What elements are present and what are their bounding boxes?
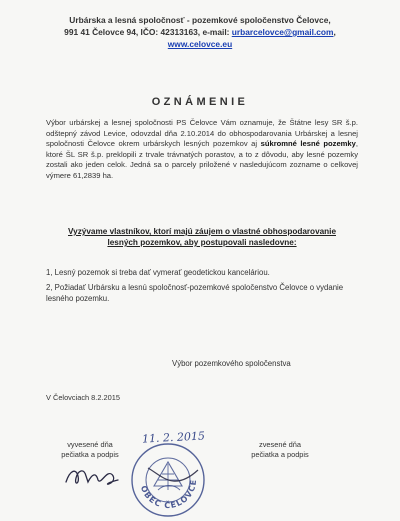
document-title: OZNÁMENIE bbox=[151, 96, 249, 108]
website-link[interactable]: www.celovce.eu bbox=[167, 39, 233, 49]
header-line2-end: , bbox=[333, 27, 336, 37]
call-line2: lesných pozemkov, aby postupovali nasledovne: bbox=[107, 238, 297, 247]
posted-line2: pečiatka a podpis bbox=[61, 450, 119, 459]
paragraph-bold: súkromné lesné pozemky bbox=[260, 139, 356, 149]
email-link[interactable]: urbarcelovce@gmail.com bbox=[231, 27, 334, 37]
official-stamp bbox=[128, 440, 208, 520]
svg-text:OBEC ČELOVCE bbox=[139, 478, 198, 510]
paragraph-part1: Výbor urbárskej a lesnej spoločnosti PS Čelovce Vám oznamuje, že Štátne lesy SR š.p. odštepný závod Levice, odovzdal dňa 2.10.2014 do obhospodarovania Urbárskej a lesnej spoločnosti Čelovce okrem urbárskych lesných pozemkov aj bbox=[46, 118, 358, 149]
header-line1: Urbárska a lesná spoločnosť - pozemkové spoločenstvo Čelovce, bbox=[69, 15, 331, 25]
call-to-owners bbox=[46, 226, 358, 248]
removed-line1: zvesené dňa bbox=[259, 440, 301, 449]
removed-line2: pečiatka a podpis bbox=[251, 450, 309, 459]
handwritten-signature bbox=[62, 462, 122, 490]
list-item: 1, Lesný pozemok si treba dať vymerať geodetickou kanceláriou. bbox=[46, 268, 270, 277]
signature-line: Výbor pozemkového spoločenstva bbox=[172, 359, 291, 368]
removed-label bbox=[240, 440, 320, 460]
handwritten-date: 11. 2. 2015 bbox=[141, 429, 206, 446]
stamp-text: OBEC ČELOVCE bbox=[138, 478, 199, 511]
call-line1: Vyzývame vlastníkov, ktorí majú záujem o vlastné obhospodarovanie bbox=[68, 227, 336, 236]
list-item: 2, Požiadať Urbársku a lesnú spoločnosť-pozemkové spoločenstvo Čelovce o vydanie lesného pozemku. bbox=[46, 283, 344, 303]
posted-line1: vyvesené dňa bbox=[67, 440, 113, 449]
announcement-paragraph bbox=[46, 118, 358, 182]
posted-label bbox=[50, 440, 130, 460]
place-date: V Čelovciach 8.2.2015 bbox=[46, 393, 120, 402]
header-organization bbox=[40, 14, 360, 50]
header-line2: 991 41 Čelovce 94, IČO: 42313163, e-mail: bbox=[64, 27, 232, 37]
paragraph-part2: , ktoré ŠL SR š.p. preklopili z trvale trávnatých porastov, a to z dôvodu, aby lesné pozemky zostali ako jeden celok. Jedná sa o parcely priložené v nasledujúcom zozname o celkovej výmere 61,2839 ha. bbox=[46, 139, 358, 180]
